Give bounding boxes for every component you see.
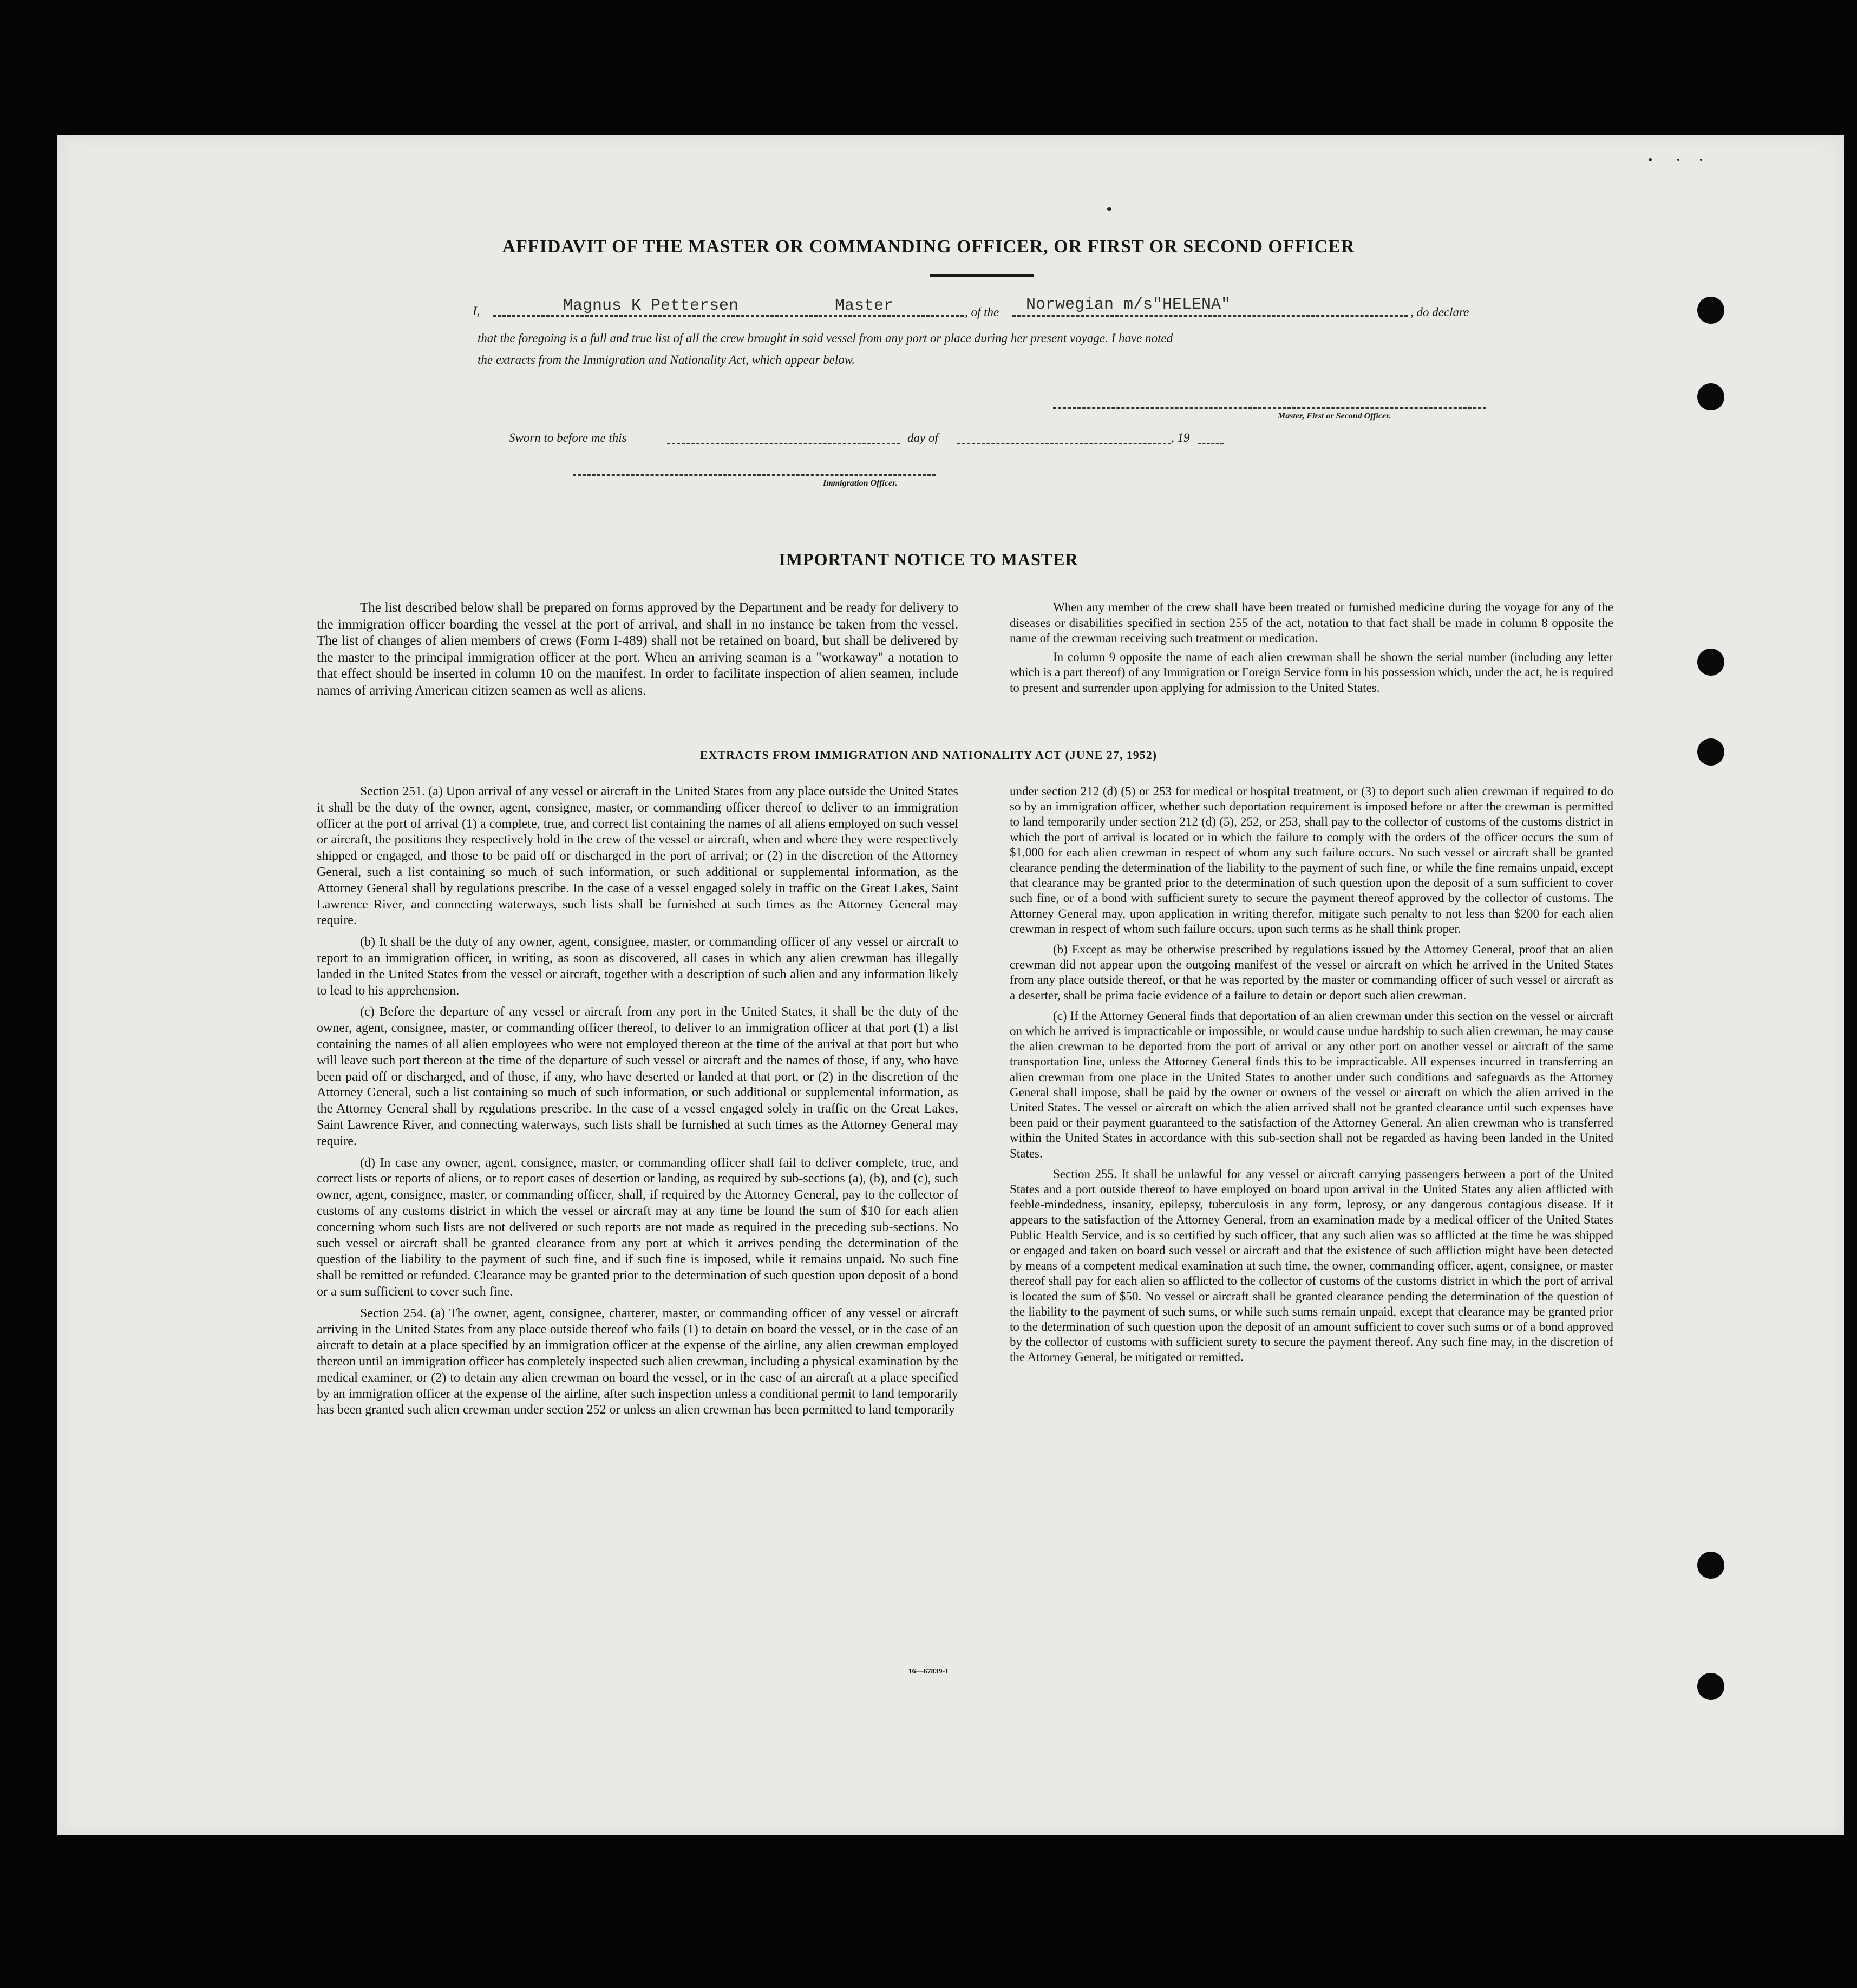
- scan-speck: [1677, 159, 1679, 161]
- vessel-blank: [1012, 315, 1408, 317]
- master-rank-field: Master: [835, 297, 894, 315]
- scan-speck: [1107, 207, 1111, 211]
- extracts-left-column: [317, 784, 958, 1424]
- declaration-line-2: that the foregoing is a full and true list of all the crew brought in said vessel from any port or place during her present voyage. I have noted: [478, 331, 1173, 345]
- section-254-a-continued: under section 212 (d) (5) or 253 for medical or hospital treatment, or (3) to deport such alien crewman if required to do so by an immigration officer, whether such deportation requirement is imposed before or after the crewman is permitted to land temporarily under section 212 (d) (5), 252, or 253, shall pay to the collector of customs of the customs district in which the port of arrival is located or in which the failure to comply with the orders of the officer occurs the sum of $1,000 for each alien crewman in respect of whom any such failure occurs. No such vessel or aircraft shall be granted clearance pending the determination of the liability to the payment of such fine, or while the fine remains unpaid, except that clearance may be granted prior to the determination of such question upon the deposit of a sum sufficient to cover such fine, or of a bond with sufficient surety to secure the payment thereof approved by the collector of customs. The Attorney General may, upon application in writing therefor, mitigate such penalty to not less than $200 for each alien crewman in respect of whom such failure occurs, upon such terms as he shall think proper.: [1010, 784, 1613, 936]
- i-label: I,: [473, 304, 480, 318]
- section-254-a: Section 254. (a) The owner, agent, consignee, charterer, master, or commanding officer of any vessel or aircraft arriving in the United States from any place outside thereof who fails (1) to detain on board the vessel, or in the case of an aircraft to detain at a place specified by an immigration officer at the expense of the airline, any alien crewman employed thereon until an immigration officer has completely inspected such alien crewman, including a physical examination by the medical examiner, or (2) to detain any alien crewman on board the vessel, or in the case of an aircraft at a place specified by an immigration officer at the expense of the airline, after such inspection unless a conditional permit to land temporarily has been granted such alien crewman under section 252 or unless an alien crewman has been permitted to land temporarily: [317, 1306, 958, 1417]
- notice-right-column: [1010, 600, 1613, 696]
- punch-hole: [1697, 649, 1724, 676]
- immigration-officer-signature-line: [573, 474, 936, 476]
- section-254-c: (c) If the Attorney General finds that deportation of an alien crewman under this section on the vessel or aircraft on which he arrived is impracticable or impossible, or would cause undue hardship to such alien crewman, he may cause the alien crewman to be deported from the port of arrival or any other port on another vessel or aircraft of the same transportation line, unless the Attorney General finds this to be impracticable. All expenses incurred in transferring an alien crewman from one place in the United States to another under such conditions and safeguards as the Attorney General shall impose, shall be paid by the owner or owners of the vessel or aircraft on which the alien arrived in the United States. The vessel or aircraft on which the alien arrived shall not be granted clearance until such expenses have been paid or their payment guaranteed to the satisfaction of the Attorney General. An alien crewman who is transferred within the United States in accordance with this sub-section shall not be regarded as having been landed in the United States.: [1010, 1009, 1613, 1160]
- master-signature-line: [1053, 407, 1486, 409]
- year-blank: [1198, 443, 1224, 444]
- declaration-line-3: the extracts from the Immigration and Nationality Act, which appear below.: [478, 353, 855, 367]
- sworn-month-blank: [957, 443, 1171, 444]
- punch-hole: [1697, 1552, 1724, 1579]
- notice-right-paragraph-2: In column 9 opposite the name of each alien crewman shall be shown the serial number (including any letter which is a part thereof) of any Immigration or Foreign Service form in his possession which, under the act, he is required to present and surrender upon applying for admission to the United States.: [1010, 650, 1613, 695]
- section-251-d: (d) In case any owner, agent, consignee, master, or commanding officer shall fail to deliver complete, true, and correct lists or reports of aliens, or to report cases of desertion or landing, as required by sub-sections (a), (b), and (c), such owner, agent, consignee, master, or commanding officer, shall, if required by the Attorney General, pay to the collector of customs of any customs district in which the vessel or aircraft may at any time be found the sum of $10 for each alien concerning whom such lists are not delivered or such reports are not made as required in the preceding sub-sections. No such vessel or aircraft shall be granted clearance from any port at which it arrives pending the determination of the question of the liability to the payment of such fine, and if such fine is imposed, while it remains unpaid. No such fine shall be remitted or refunded. Clearance may be granted prior to the determination of such question upon deposit of a bond or a sum sufficient to cover such fine.: [317, 1155, 958, 1299]
- of-the-label: , of the: [965, 305, 999, 319]
- section-251-a: Section 251. (a) Upon arrival of any vessel or aircraft in the United States from any place outside the United States it shall be the duty of the owner, agent, consignee, master, or commanding officer thereof to deliver to an immigration officer at the port of arrival (1) a complete, true, and correct list containing the names of all aliens employed on such vessel or aircraft, the positions they respectively hold in the crew of the vessel or aircraft, when and where they were respectively shipped or engaged, and those to be paid off or discharged in the port of arrival; or (2) in the discretion of the Attorney General, such a list containing so much of such information, or such additional or supplemental information, as the Attorney General shall by regulations prescribe. In the case of a vessel engaged solely in traffic on the Great Lakes, Saint Lawrence River, and connecting waterways, such lists shall be furnished at such times as the Attorney General may require.: [317, 784, 958, 928]
- vessel-name-field: Norwegian m/s"HELENA": [1026, 296, 1231, 314]
- scan-speck: [1649, 158, 1652, 161]
- section-254-b: (b) Except as may be otherwise prescribed by regulations issued by the Attorney General, proof that an alien crewman did not appear upon the outgoing manifest of the vessel or aircraft on which he arrived in the United States from any place outside thereof, or that he was reported by the master or commanding officer of such vessel or aircraft as a deserter, shall be prima facie evidence of a failure to detain or deport such alien crewman.: [1010, 943, 1613, 1002]
- scan-speck: [1700, 159, 1702, 161]
- extracts-right-column: [1010, 784, 1613, 1371]
- punch-hole: [1697, 738, 1724, 766]
- declare-label: , do declare: [1410, 305, 1469, 319]
- sworn-label: Sworn to before me this: [509, 431, 627, 444]
- form-code: 16—67839-1: [908, 1667, 949, 1676]
- master-signature-caption: Master, First or Second Officer.: [1278, 411, 1391, 421]
- notice-left-column: [317, 600, 958, 699]
- notice-left-paragraph: The list described below shall be prepared on forms approved by the Department and be ready for delivery to the immigration officer boarding the vessel at the port of arrival, and shall in no instance be taken from the vessel. The list of changes of alien members of crews (Form I-489) shall not be retained on board, but shall be delivered by the master to the principal immigration officer at the port. When an arriving seaman is a "workaway" a notation to that effect should be inserted in column 10 on the manifest. In order to facilitate inspection of alien seamen, include names of arriving American citizen seamen as well as aliens.: [317, 600, 958, 698]
- sworn-day-blank: [667, 443, 900, 444]
- notice-right-paragraph-1: When any member of the crew shall have been treated or furnished medicine during the voyage for any of the diseases or disabilities specified in section 255 of the act, notation to that fact shall be made in column 8 opposite the name of the crewman receiving such treatment or medication.: [1010, 600, 1613, 645]
- punch-hole: [1697, 297, 1724, 324]
- title-divider: [930, 274, 1034, 277]
- punch-hole: [1697, 1673, 1724, 1700]
- master-name-field: Magnus K Pettersen: [563, 297, 739, 315]
- extracts-title: EXTRACTS FROM IMMIGRATION AND NATIONALITY ACT (JUNE 27, 1952): [699, 748, 1158, 762]
- affidavit-title: AFFIDAVIT OF THE MASTER OR COMMANDING OFFICER, OR FIRST OR SECOND OFFICER: [502, 237, 1355, 257]
- day-of-label: day of: [907, 431, 938, 444]
- section-251-b: (b) It shall be the duty of any owner, agent, consignee, master, or commanding officer of any vessel or aircraft to report to an immigration officer, in writing, as soon as discovered, all cases in which any alien crewman has illegally landed in the United States from the vessel or aircraft, together with a description of such alien and any information likely to lead to his apprehension.: [317, 935, 958, 998]
- section-255: Section 255. It shall be unlawful for any vessel or aircraft carrying passengers between a port of the United States and a port outside thereof to have employed on board upon arrival in the United States any alien afflicted with feeble-mindedness, insanity, epilepsy, tuberculosis in any form, leprosy, or any dangerous contagious disease. If it appears to the satisfaction of the Attorney General, from an examination made by a medical officer of the United States Public Health Service, and is so certified by such officer, that any such alien was so afflicted at the time he was shipped or engaged and taken on board such vessel or aircraft and that the existence of such affliction might have been detected by means of a competent medical examination at such time, the owner, commanding officer, agent, consignee, or master thereof shall pay for each alien so afflicted to the collector of customs of the customs district in which the port of arrival is located the sum of $50. No vessel or aircraft shall be granted clearance pending the determination of the question of the liability to the payment of such sums, or while such sums remain unpaid, except that clearance may be granted prior to the determination of such question upon the deposit of an amount sufficient to cover such sums or of a bond approved by the collector of customs with sufficient surety to secure the payment thereof. Any such fine may, in the discretion of the Attorney General, be mitigated or remitted.: [1010, 1167, 1613, 1364]
- immigration-officer-caption: Immigration Officer.: [823, 479, 898, 488]
- name-rank-blank: [493, 315, 964, 317]
- punch-hole: [1697, 383, 1724, 410]
- year-label: , 19: [1171, 431, 1190, 444]
- notice-title: IMPORTANT NOTICE TO MASTER: [779, 550, 1078, 569]
- section-251-c: (c) Before the departure of any vessel or aircraft from any port in the United States, it shall be the duty of the owner, agent, consignee, master, or commanding officer thereof, to deliver to an immigration officer at that port (1) a list containing the names of all alien employees who were not employed thereon at the time of the arrival at that port but who will leave such port thereon at the time of the departure of such vessel or aircraft and the names of those, if any, who have been paid off or discharged, and of those, if any, who have deserted or landed at that port, or (2) in the discretion of the Attorney General, such a list containing so much of such information, or such additional or supplemental information, as the Attorney General shall by regulations prescribe. In the case of a vessel engaged solely in traffic on the Great Lakes, Saint Lawrence River, and connecting waterways, such lists shall be furnished at such times as the Attorney General may require.: [317, 1005, 958, 1148]
